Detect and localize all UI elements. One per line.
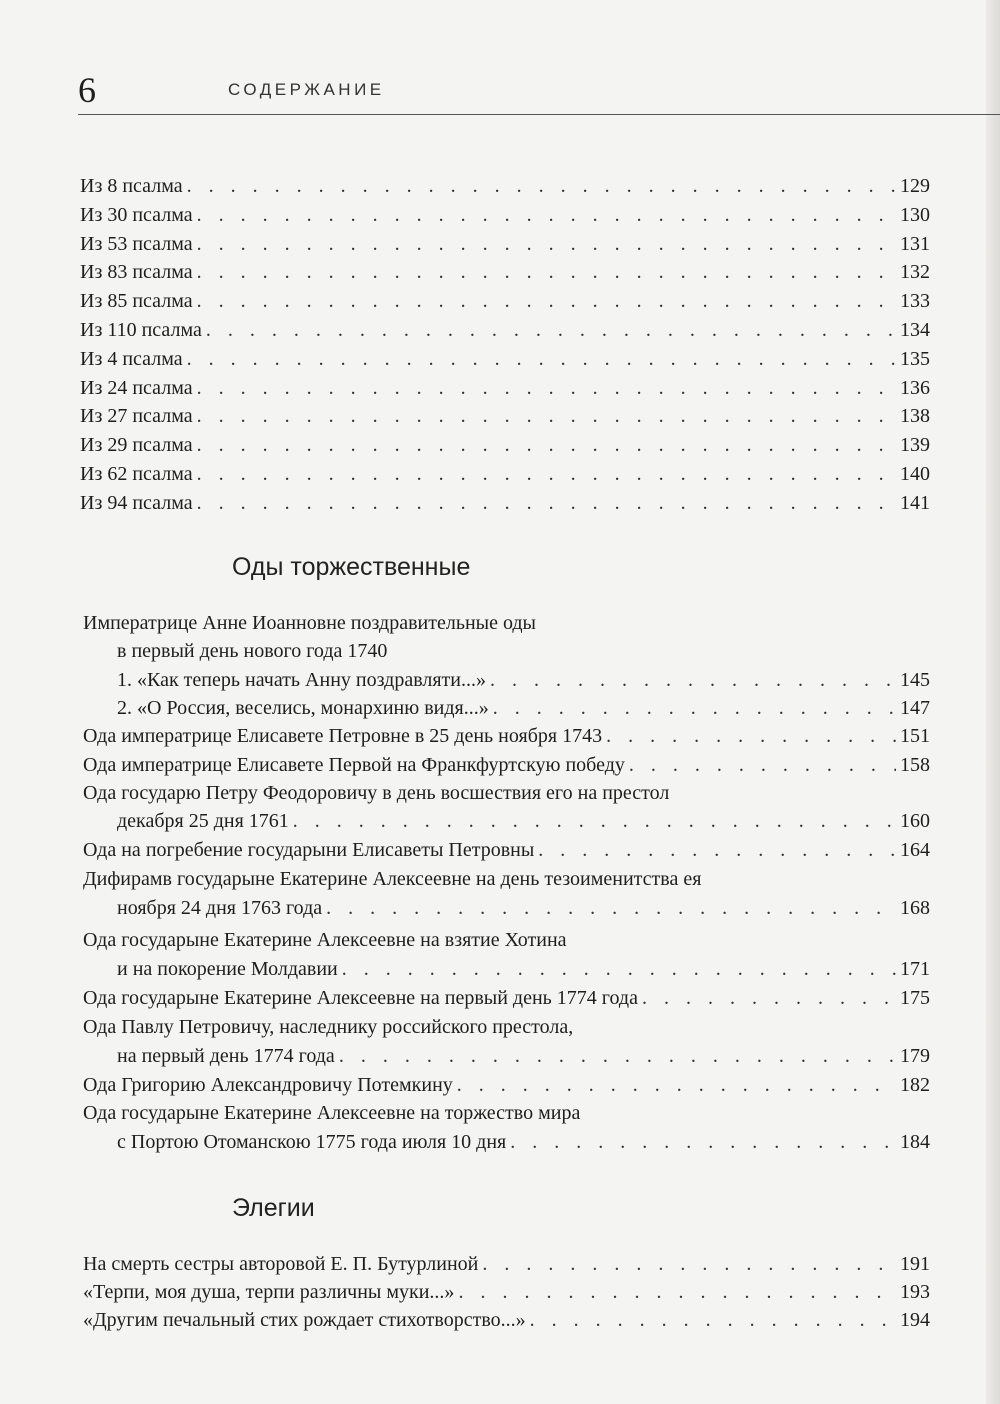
toc-entry-heading: Ода государыне Екатерине Алексеевне на торжество мира — [83, 1102, 581, 1124]
leader-dots — [530, 1306, 896, 1334]
toc-entry[interactable] — [80, 230, 930, 258]
entry-page: 182 — [900, 1074, 930, 1096]
toc-entry[interactable] — [83, 1306, 930, 1334]
entry-title: На смерть сестры авторовой Е. П. Бутурлиной — [83, 1253, 479, 1275]
leader-dots — [197, 374, 896, 402]
section-heading-odes: Оды торжественные — [232, 553, 471, 581]
entry-title: «Терпи, моя душа, терпи различны муки...» — [83, 1281, 455, 1303]
toc-entry[interactable] — [117, 666, 930, 694]
page-number: 6 — [78, 70, 96, 110]
entry-title: Из 8 псалма — [80, 175, 183, 197]
entry-page: 130 — [900, 204, 930, 226]
entry-page: 133 — [900, 290, 930, 312]
toc-entry[interactable] — [117, 955, 930, 983]
leader-dots — [482, 1250, 896, 1278]
entry-title: Из 110 псалма — [80, 319, 202, 341]
leader-dots — [197, 230, 896, 258]
toc-entry[interactable] — [80, 460, 930, 488]
entry-title: Из 94 псалма — [80, 492, 193, 514]
entry-page: 139 — [900, 434, 930, 456]
entry-title: Из 62 псалма — [80, 463, 193, 485]
entry-title: Ода Григорию Александровичу Потемкину — [83, 1074, 453, 1096]
toc-entry[interactable] — [80, 345, 930, 373]
running-head: СОДЕРЖАНИЕ — [228, 80, 385, 99]
toc-entry-heading: Ода Павлу Петровичу, наследнику российского престола, — [83, 1016, 574, 1038]
leader-dots — [197, 201, 896, 229]
entry-title: 1. «Как теперь начать Анну поздравляти...» — [117, 669, 486, 691]
leader-dots — [187, 345, 896, 373]
entry-title: Из 30 псалма — [80, 204, 193, 226]
entry-page: 179 — [900, 1045, 930, 1067]
toc-entry[interactable] — [117, 694, 930, 722]
entry-page: 191 — [900, 1253, 930, 1275]
leader-dots — [197, 287, 896, 315]
toc-entry[interactable] — [117, 1128, 930, 1156]
entry-page: 151 — [900, 725, 930, 747]
header-rule — [78, 114, 1000, 115]
entry-title: и на покорение Молдавии — [117, 958, 338, 980]
leader-dots — [197, 489, 896, 517]
entry-page: 184 — [900, 1131, 930, 1153]
entry-title: Ода на погребение государыни Елисаветы Петровны — [83, 839, 535, 861]
leader-dots — [197, 258, 896, 286]
entry-page: 158 — [900, 754, 930, 776]
section-heading-elegies: Элегии — [232, 1194, 315, 1222]
toc-entry-heading: Дифирамв государыне Екатерине Алексеевне на день тезоименитства ея — [83, 868, 702, 890]
toc-entry[interactable] — [80, 201, 930, 229]
leader-dots — [642, 984, 896, 1012]
toc-entry[interactable] — [80, 431, 930, 459]
toc-entry[interactable] — [83, 1250, 930, 1278]
entry-title: Ода императрице Елисавете Первой на Франкфуртскую победу — [83, 754, 625, 776]
entry-page: 168 — [900, 897, 930, 919]
entry-page: 129 — [900, 175, 930, 197]
entry-page: 164 — [900, 839, 930, 861]
leader-dots — [339, 1042, 896, 1070]
toc-entry[interactable] — [83, 1278, 930, 1306]
entry-title: Из 85 псалма — [80, 290, 193, 312]
entry-page: 138 — [900, 405, 930, 427]
entry-page: 193 — [900, 1281, 930, 1303]
entry-title: Ода императрице Елисавете Петровне в 25 день ноября 1743 — [83, 725, 603, 747]
leader-dots — [457, 1071, 896, 1099]
entry-page: 145 — [900, 669, 930, 691]
toc-entry[interactable] — [83, 722, 930, 750]
entry-title: Из 4 псалма — [80, 348, 183, 370]
entry-page: 132 — [900, 261, 930, 283]
entry-title: Из 29 псалма — [80, 434, 193, 456]
page-header — [78, 70, 998, 115]
leader-dots — [187, 172, 896, 200]
entry-title: декабря 25 дня 1761 — [117, 810, 289, 832]
entry-title: Ода государыне Екатерине Алексеевне на первый день 1774 года — [83, 987, 638, 1009]
toc-entry[interactable] — [117, 807, 930, 835]
entry-title: Из 24 псалма — [80, 377, 193, 399]
leader-dots — [197, 402, 896, 430]
toc-entry[interactable] — [80, 489, 930, 517]
toc-entry[interactable] — [80, 374, 930, 402]
toc-entry-heading: Ода государю Петру Феодоровичу в день восшествия его на престол — [83, 782, 670, 804]
entry-page: 135 — [900, 348, 930, 370]
leader-dots — [458, 1278, 896, 1306]
entry-page: 140 — [900, 463, 930, 485]
toc-entry-heading: Императрице Анне Иоанновне поздравительные оды — [83, 612, 536, 634]
entry-page: 194 — [900, 1309, 930, 1331]
leader-dots — [538, 836, 896, 864]
toc-entry[interactable] — [80, 287, 930, 315]
toc-entry[interactable] — [80, 172, 930, 200]
entry-title: с Портою Отоманскою 1775 года июля 10 дня — [117, 1131, 507, 1153]
leader-dots — [606, 722, 896, 750]
leader-dots — [342, 955, 896, 983]
toc-entry[interactable] — [83, 984, 930, 1012]
entry-title: 2. «О Россия, веселись, монархиню видя...» — [117, 697, 489, 719]
entry-title: на первый день 1774 года — [117, 1045, 335, 1067]
entry-page: 175 — [900, 987, 930, 1009]
toc-entry[interactable] — [80, 316, 930, 344]
entry-title: Из 53 псалма — [80, 233, 193, 255]
leader-dots — [510, 1128, 896, 1156]
leader-dots — [490, 666, 896, 694]
entry-title: Из 83 псалма — [80, 261, 193, 283]
entry-page: 147 — [900, 697, 930, 719]
leader-dots — [293, 807, 896, 835]
toc-entry[interactable] — [83, 836, 930, 864]
leader-dots — [206, 316, 896, 344]
toc-entry[interactable] — [80, 402, 930, 430]
toc-entry-heading: Ода государыне Екатерине Алексеевне на взятие Хотина — [83, 929, 567, 951]
entry-page: 136 — [900, 377, 930, 399]
entry-page: 134 — [900, 319, 930, 341]
leader-dots — [629, 751, 896, 779]
toc-entry[interactable] — [80, 258, 930, 286]
leader-dots — [197, 431, 896, 459]
toc-entry[interactable] — [83, 751, 930, 779]
toc-entry[interactable] — [117, 894, 930, 922]
toc-entry-heading: в первый день нового года 1740 — [117, 640, 388, 662]
entry-title: ноября 24 дня 1763 года — [117, 897, 323, 919]
entry-page: 171 — [900, 958, 930, 980]
entry-page: 160 — [900, 810, 930, 832]
leader-dots — [197, 460, 896, 488]
entry-title: «Другим печальный стих рождает стихотворство...» — [83, 1309, 526, 1331]
page-edge — [986, 0, 1000, 1404]
leader-dots — [493, 694, 896, 722]
toc-entry[interactable] — [117, 1042, 930, 1070]
toc-entry[interactable] — [83, 1071, 930, 1099]
leader-dots — [326, 894, 896, 922]
entry-page: 131 — [900, 233, 930, 255]
entry-page: 141 — [900, 492, 930, 514]
entry-title: Из 27 псалма — [80, 405, 193, 427]
